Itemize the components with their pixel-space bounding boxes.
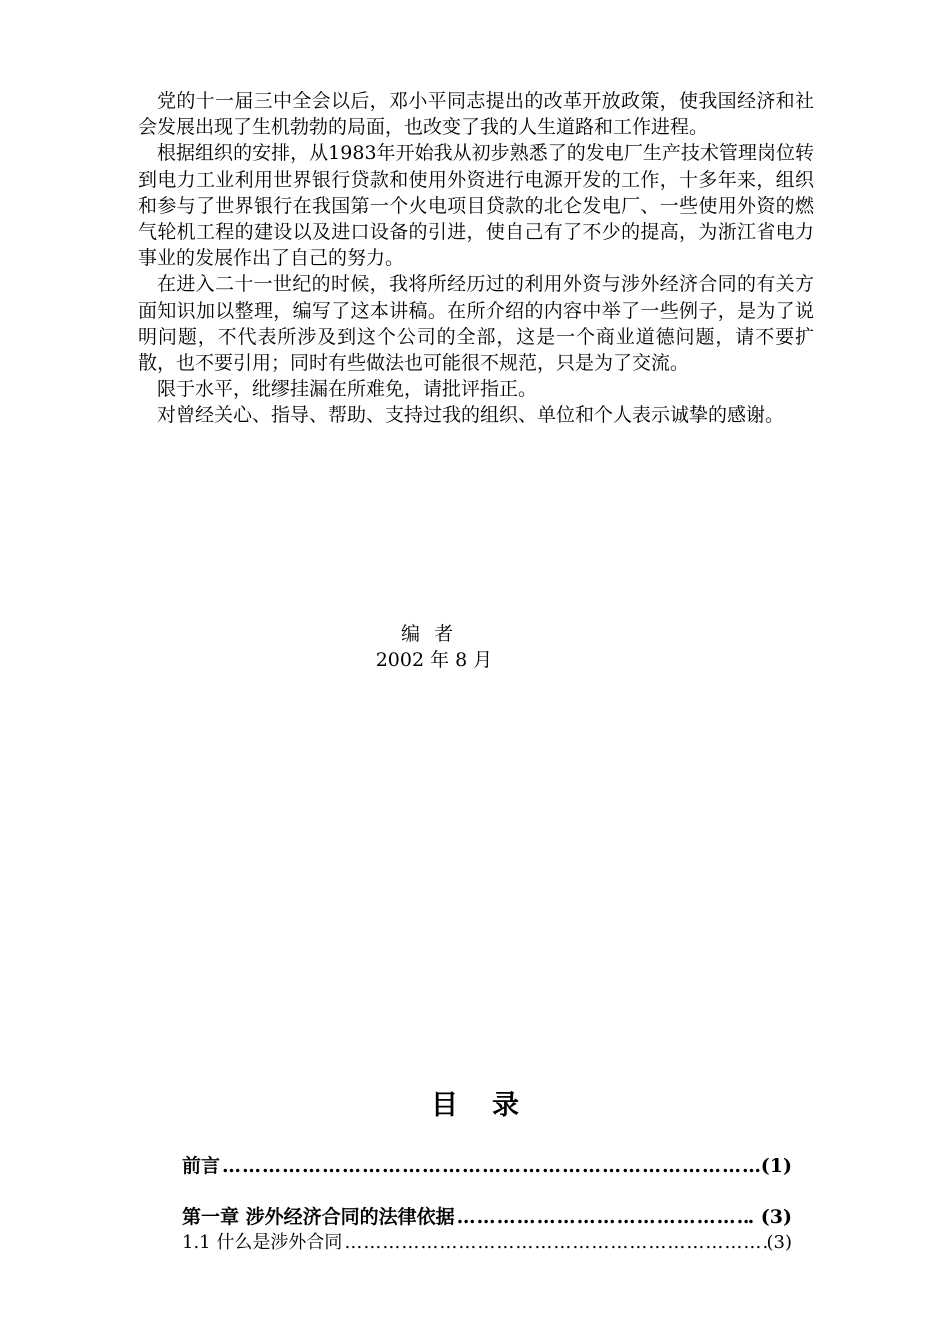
preface-paragraph-3: 在进入二十一世纪的时候，我将所经历过的利用外资与涉外经济合同的有关方面知识加以整理，编写了这本讲稿。在所介绍的内容中举了一些例子，是为了说明问题，不代表所涉及到这个公司的全部，这是一个商业道德问题，请不要扩散，也不要引用；同时有些做法也可能很不规范，只是为了交流。 <box>138 273 814 375</box>
preface-paragraph-2: 根据组织的安排，从1983年开始我从初步熟悉了的发电厂生产技术管理岗位转到电力工业利用世界银行贷款和使用外资进行电源开发的工作，十多年来，组织和参与了世界银行在我国第一个火电项目贷款的北仑发电厂、一些使用外资的燃气轮机工程的建设以及进口设备的引进，使自己有了不少的提高，为浙江省电力事业的发展作出了自己的努力。 <box>138 142 814 270</box>
toc-entry-preface[interactable] <box>182 1151 792 1178</box>
preface-paragraph-5: 对曾经关心、指导、帮助、支持过我的组织、单位和个人表示诚挚的感谢。 <box>157 404 785 427</box>
preface-body <box>138 88 814 429</box>
toc-entry-section-1-1[interactable] <box>182 1228 792 1254</box>
preface-paragraph-1: 党的十一届三中全会以后，邓小平同志提出的改革开放政策，使我国经济和社会发展出现了生机勃勃的局面，也改变了我的人生道路和工作进程。 <box>138 90 814 139</box>
toc-entry-page: . (3) <box>747 1206 792 1228</box>
toc-leader-dots <box>455 1206 748 1228</box>
toc-leader-dots <box>220 1155 761 1177</box>
preface-date: 2002 年 8 月 <box>375 649 493 671</box>
toc-entry-page: (1) <box>760 1155 792 1177</box>
toc-entry-label: 前言 <box>182 1155 221 1177</box>
toc-title: 目录 <box>431 1090 553 1121</box>
toc-entry-label: 第一章 涉外经济合同的法律依据 <box>182 1206 455 1228</box>
preface-author: 编者 <box>400 623 467 645</box>
preface-paragraph-4: 限于水平，纰缪挂漏在所难免，请批评指正。 <box>157 378 538 401</box>
toc-leader-dots <box>342 1232 766 1253</box>
toc-entry-chapter-1[interactable] <box>182 1202 792 1229</box>
toc-entry-page: (3) <box>766 1232 792 1253</box>
toc-entry-label: 1.1 什么是涉外合同 <box>182 1232 343 1253</box>
